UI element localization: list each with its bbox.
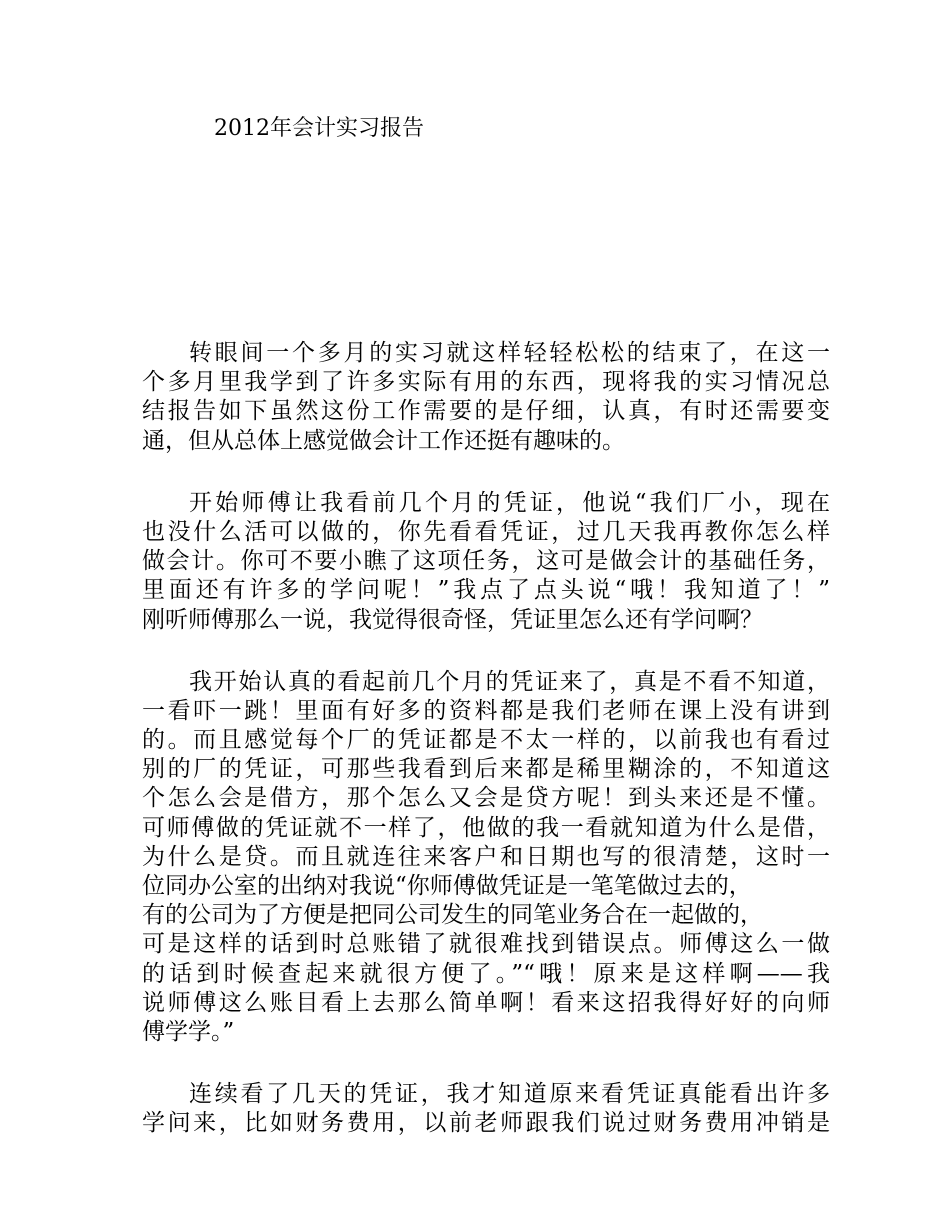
text-line: 傅学学。” xyxy=(142,1018,235,1045)
paragraph-1 xyxy=(142,339,830,456)
document-title: 2012年会计实习报告 xyxy=(214,116,424,141)
text-line: 有的公司为了方便是把同公司发生的同笔业务合在一起做的， xyxy=(142,902,763,929)
text-line: 我开始认真的看起前几个月的凭证来了，真是不看不知道， xyxy=(189,668,830,695)
document-body xyxy=(142,339,830,1172)
text-line: 可是这样的话到时总账错了就很难找到错误点。师傅这么一做 xyxy=(142,931,830,958)
text-line: 一看吓一跳！里面有好多的资料都是我们老师在课上没有讲到 xyxy=(142,697,830,724)
paragraph-4 xyxy=(142,1080,830,1138)
text-line: 通，但从总体上感觉做会计工作还挺有趣味的。 xyxy=(142,427,625,454)
text-line: 可师傅做的凭证就不一样了，他做的我一看就知道为什么是借， xyxy=(142,814,830,841)
text-line: 位同办公室的出纳对我说“你师傅做凭证是一笔笔做过去的， xyxy=(142,873,752,899)
text-line: 里面还有许多的学问呢！”我点了点头说“哦！我知道了！” xyxy=(142,577,830,604)
text-line: 说师傅这么账目看上去那么简单啊！看来这招我得好好的向师 xyxy=(142,989,830,1016)
text-line: 学问来，比如财务费用，以前老师跟我们说过财务费用冲销是 xyxy=(142,1110,830,1137)
text-line: 开始师傅让我看前几个月的凭证，他说“我们厂小，现在 xyxy=(189,489,830,516)
text-line: 连续看了几天的凭证，我才知道原来看凭证真能看出许多 xyxy=(189,1081,830,1108)
text-line: 刚听师傅那么一说，我觉得很奇怪，凭证里怎么还有学问啊？ xyxy=(142,606,763,633)
text-line: 做会计。你可不要小瞧了这项任务，这可是做会计的基础任务， xyxy=(142,548,830,575)
text-line: 的。而且感觉每个厂的凭证都是不太一样的，以前我也有看过 xyxy=(142,727,830,754)
paragraph-2 xyxy=(142,489,830,635)
text-line: 也没什么活可以做的，你先看看凭证，过几天我再教你怎么样 xyxy=(142,518,830,545)
text-line: 个怎么会是借方，那个怎么又会是贷方呢！到头来还是不懂。 xyxy=(142,785,830,812)
paragraph-3 xyxy=(142,668,830,1047)
text-line: 个多月里我学到了许多实际有用的东西，现将我的实习情况总 xyxy=(142,369,830,396)
text-line: 转眼间一个多月的实习就这样轻轻松松的结束了，在这一 xyxy=(189,340,830,366)
text-line: 别的厂的凭证，可那些我看到后来都是稀里糊涂的，不知道这 xyxy=(142,756,830,783)
text-line: 为什么是贷。而且就连往来客户和日期也写的很清楚，这时一 xyxy=(142,843,830,870)
text-line: 的话到时候查起来就很方便了。”“哦！原来是这样啊——我 xyxy=(142,960,830,987)
text-line: 结报告如下虽然这份工作需要的是仔细，认真，有时还需要变 xyxy=(142,398,830,425)
